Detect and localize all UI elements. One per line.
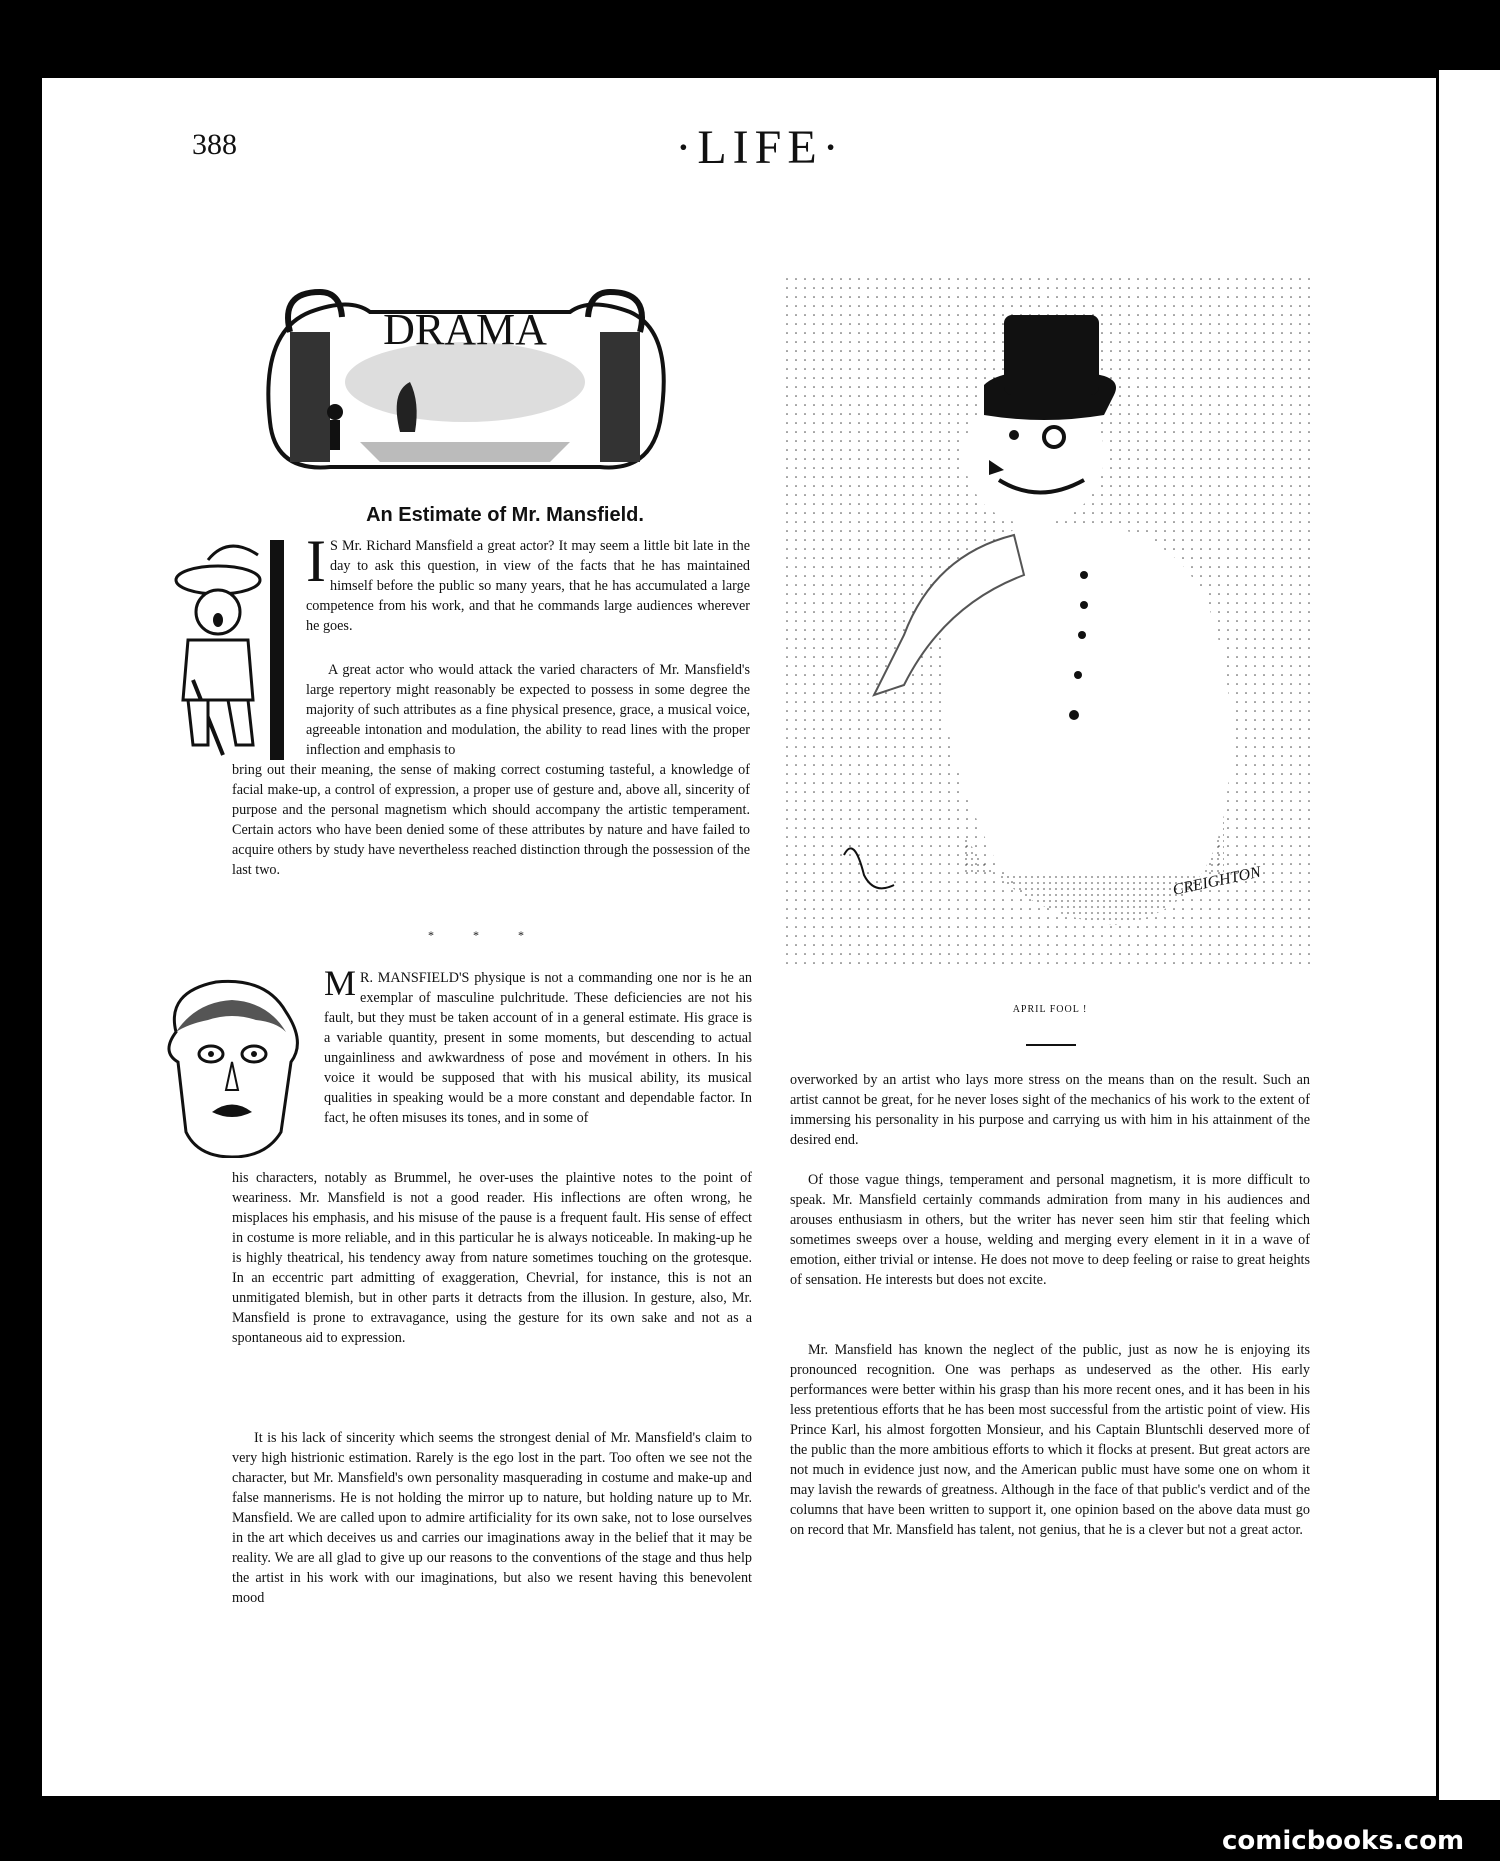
- drop-cap-m: M: [324, 963, 357, 1003]
- artist-signature: CREIGHTON: [1171, 863, 1263, 899]
- article-paragraph-6: Of those vague things, temperament and personal magnetism, it is more difficult to speak. Mr. Mansfield certainly commands admiration from many in his audiences and arouses enthusiasm in others, but the writer has never seen him stir that feeling which sometimes sweeps over a house, welding and merging every element in it in a wave of emotion, either trivial or intense. He does not move to deep feeling or raise to great heights of sensation. He interests but does not excite.: [790, 1172, 1310, 1288]
- page-number: 388: [192, 128, 237, 161]
- article-paragraph-2-continued: bring out their meaning, the sense of making correct costuming tasteful, a knowledge of facial make-up, a control of expression, a proper use of gesture and, above all, sincerity of purpose and the personal magnetism which should accompany the artistic temperament. Certain actors who have been denied some of these attributes by nature and have failed to acquire others by study have nevertheless reached distinction through the possession of the last two.: [232, 762, 750, 878]
- article-paragraph-2: A great actor who would attack the varied characters of Mr. Mansfield's large repertory might reasonably be expected to possess in some degree the majority of such attributes as a fine physical presence, grace, a musical voice, agreeable intonation and modulation, the ability to read lines with the proper inflection and emphasis to: [306, 662, 750, 758]
- article-paragraph-5: overworked by an artist who lays more stress on the means than on the result. Such an artist cannot be great, for he never loses sight of the mechanics of his work to the extent of immersing his personality in his purpose and carrying us with him in his attainment of the desired end.: [790, 1072, 1310, 1148]
- watermark: comicbooks.com: [1222, 1826, 1465, 1856]
- article-paragraph-1: [306, 528, 750, 636]
- illustration-caption: APRIL FOOL !: [1012, 1004, 1088, 1015]
- article-paragraph-4: It is his lack of sincerity which seems the strongest denial of Mr. Mansfield's claim to very high histrionic estimation. Rarely is the ego lost in the part. Too often we see not the character, but Mr. Mansfield's own personality masquerading in costume and make-up and false mannerisms. He is not holding the mirror up to nature, but holding nature up to Mr. Mansfield. We are called upon to admire artificiality for its own sake, not to lose ourselves in the art which deceives us and carries our imaginations away in the belief that it may be reality. We are all glad to give up our reasons to the conventions of the stage and thus help the artist in his work with our imaginations, but also we resent having this benevolent mood: [232, 1430, 752, 1606]
- article-headline: An Estimate of Mr. Mansfield.: [366, 504, 644, 526]
- caption-rule: [1026, 1044, 1076, 1046]
- mansfield-caricature: [156, 972, 308, 1158]
- drop-cap-i: I: [306, 528, 326, 594]
- paragraph-1-text: S Mr. Richard Mansfield a great actor? It may seem a little bit late in the day to ask this question, in view of the facts that he has maintained himself before the public so many years, that he has accumulated a large competence from his work, and that he commands large audiences wherever he goes.: [306, 538, 750, 634]
- article-paragraph-3: [324, 963, 752, 1128]
- snowman-illustration: [784, 275, 1312, 970]
- cavalier-illustration: [148, 530, 308, 766]
- section-separator: * * *: [428, 928, 542, 942]
- next-page-edge: [1436, 70, 1500, 1800]
- article-paragraph-3-continued: his characters, notably as Brummel, he over-uses the plaintive notes to the point of weariness. Mr. Mansfield is not a good reader. His inflections are often wrong, he misplaces his emphasis, and his misuse of the pause is a frequent fault. His sense of effect in costume is more reliable, and in this particular he is always noticeable. In making-up he is highly theatrical, his tendency away from nature sometimes touching on the grotesque. In an eccentric part admitting of exaggeration, Chevrial, for instance, this is not an unmitigated blemish, but in other parts it detracts from the illusion. In gesture, also, Mr. Mansfield is prone to extravagance, using the gesture for its own sake and not as a spontaneous aid to expression.: [232, 1170, 752, 1346]
- paragraph-3-text: R. MANSFIELD'S physique is not a commanding one nor is he an exemplar of masculine pulchritude. These deficiencies are not his fault, but they must be taken account of in a general estimate. His grace is a variable quantity, present in some moments, but descending to actual ungainliness and awkwardness of pose and movément in others. In his voice it would be supposed that with his musical ability, its musical qualities in speaking would be a more constant and dependable factor. In fact, he often misuses its tones, and in some of: [324, 970, 752, 1126]
- banner-title: DRAMA: [383, 305, 547, 354]
- masthead: ·LIFE·: [675, 121, 845, 174]
- article-paragraph-7: Mr. Mansfield has known the neglect of the public, just as now he is enjoying its pronounced recognition. One was perhaps as undeserved as the other. His early performances were better within his grasp than his more recent ones, and it has been in his less pretentious efforts that he has been most successful from the artistic point of view. His Prince Karl, his almost forgotten Monsieur, and his Captain Bluntschli deserved more of the public than the more ambitious efforts to which it flocks at present. But great actors are not much in evidence just now, and the American public must have some one on whom it may lavish the rewards of greatness. Although in the face of that public's verdict and of the columns that have been written to support it, one opinion based on the above data must go on record that Mr. Mansfield has talent, not genius, that he is a clever but not a great actor.: [790, 1342, 1310, 1538]
- drama-banner-illustration: [250, 272, 680, 482]
